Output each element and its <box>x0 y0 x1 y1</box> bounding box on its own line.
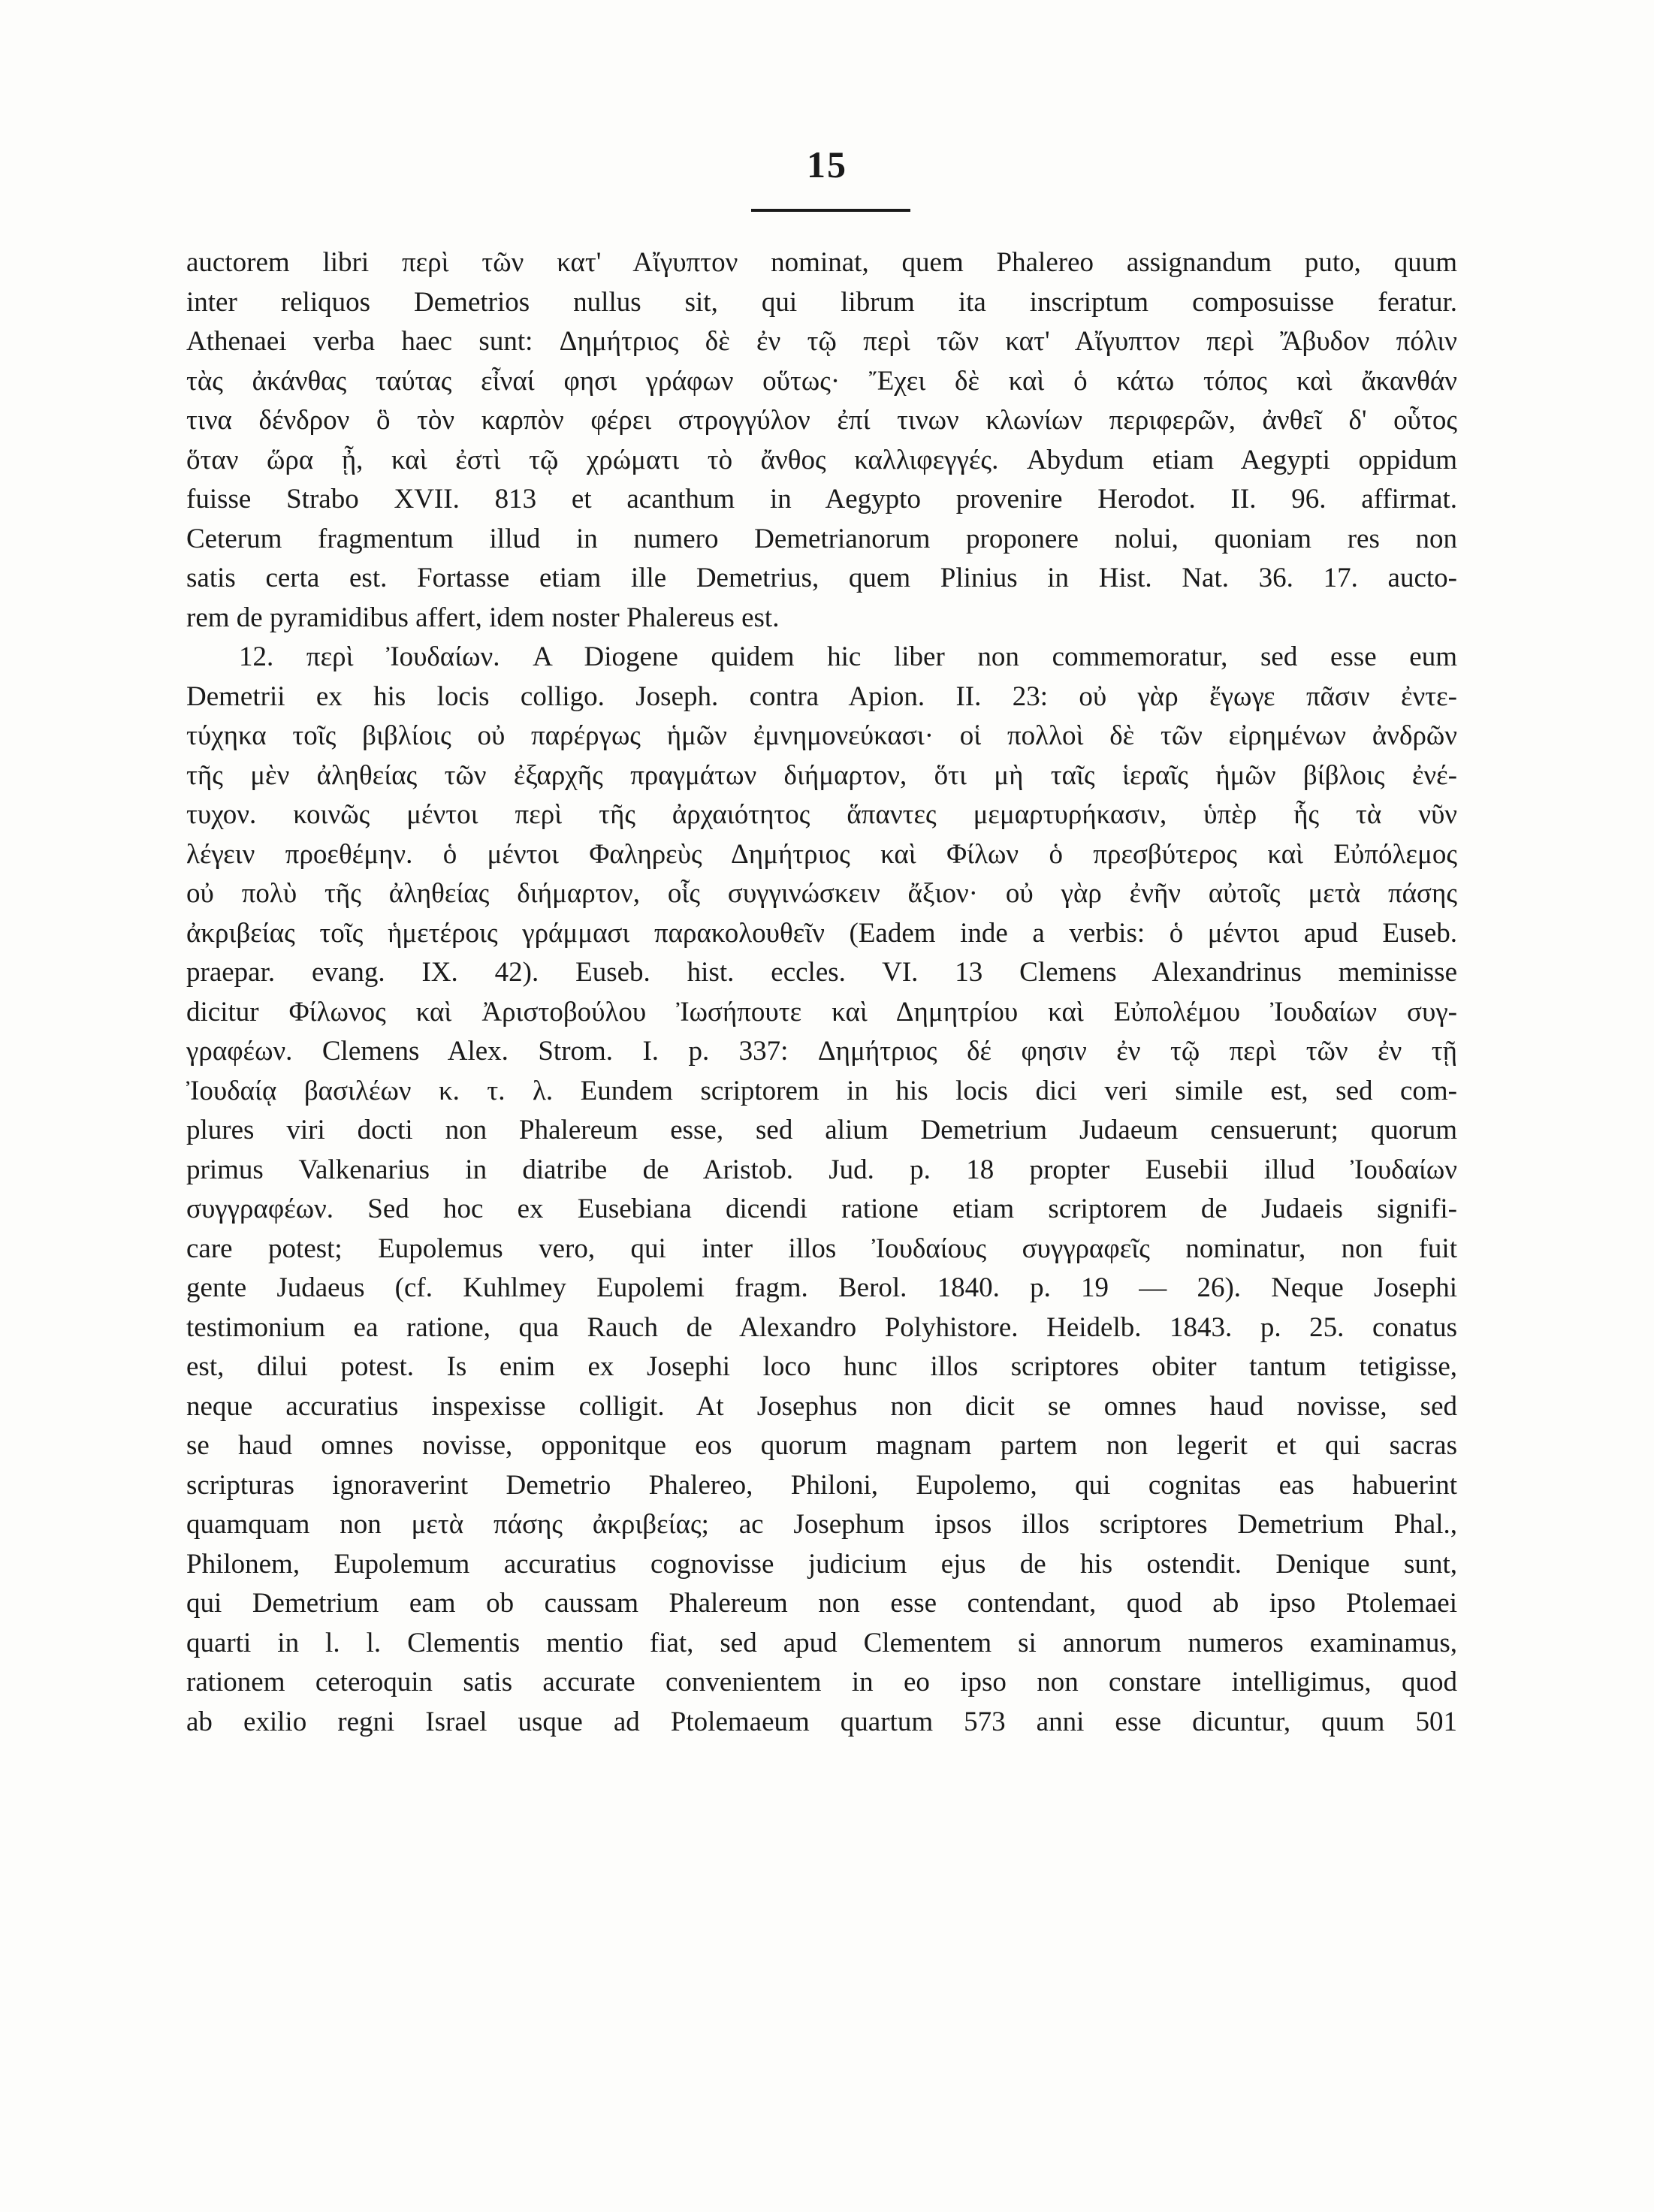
page-number: 15 <box>807 143 847 186</box>
text-line: praepar. evang. IX. 42). Euseb. hist. eccles. VI. 13 Clemens Alexandrinus meminisse <box>186 957 1457 988</box>
text-line: rationem ceteroquin satis accurate convenientem in eo ipso non constare intelligimus, quod <box>186 1667 1457 1697</box>
text-line: fuisse Strabo XVII. 813 et acanthum in Aegypto provenire Herodot. II. 96. affirmat. <box>186 484 1457 515</box>
text-line: scripturas ignoraverint Demetrio Phalereo, Philoni, Eupolemo, qui cognitas eas habuerint <box>186 1469 1457 1501</box>
text-line: τινα δένδρον ὃ τὸν καρπὸν φέρει στρογγύλον ἐπί τινων κλωνίων περιφερῶν, ἀνθεῖ δ' οὗτος <box>186 405 1457 436</box>
text-line: Ceterum fragmentum illud in numero Demetrianorum proponere nolui, quoniam res non <box>186 523 1457 554</box>
text-line: 12. περὶ Ἰουδαίων. A Diogene quidem hic liber non commemoratur, sed esse eum <box>239 641 1457 672</box>
text-line: neque accuratius inspexisse colligit. At Josephus non dicit se omnes haud novisse, sed <box>186 1390 1457 1422</box>
text-line: τυχον. κοινῶς μέντοι περὶ τῆς ἀρχαιότητος ἅπαντες μεμαρτυρήκασιν, ὑπὲρ ἧς τὰ νῦν <box>186 799 1457 830</box>
text-line: λέγειν προεθέμην. ὁ μέντοι Φαληρεὺς Δημήτριος καὶ Φίλων ὁ πρεσβύτερος καὶ Εὐπόλεμος <box>186 838 1457 870</box>
text-line: ab exilio regni Israel usque ad Ptolemaeum quartum 573 anni esse dicuntur, quum 501 <box>186 1706 1457 1737</box>
page-number-container <box>0 143 1654 186</box>
text-line: se haud omnes novisse, opponitque eos quorum magnam partem non legerit et qui sacras <box>186 1430 1457 1461</box>
text-line: quarti in l. l. Clementis mentio fiat, sed apud Clementem si annorum numeros examinamus, <box>186 1627 1457 1658</box>
text-line: inter reliquos Demetrios nullus sit, qui librum ita inscriptum composuisse feratur. <box>186 286 1457 318</box>
text-line: Athenaei verba haec sunt: Δημήτριος δὲ ἐν τῷ περὶ τῶν κατ' Αἴγυπτον περὶ Ἄβυδον πόλιν <box>186 326 1457 357</box>
text-line: satis certa est. Fortasse etiam ille Demetrius, quem Plinius in Hist. Nat. 36. 17. aucto- <box>186 563 1457 593</box>
text-line: testimonium ea ratione, qua Rauch de Alexandro Polyhistore. Heidelb. 1843. p. 25. conatus <box>186 1311 1457 1343</box>
text-line: γραφέων. Clemens Alex. Strom. I. p. 337: Δημήτριος δέ φησιν ἐν τῷ περὶ τῶν ἐν τῇ <box>186 1036 1457 1067</box>
text-line: primus Valkenarius in diatribe de Aristob. Jud. p. 18 propter Eusebii illud Ἰουδαίων <box>186 1154 1457 1185</box>
text-line: dicitur Φίλωνος καὶ Ἀριστοβούλου Ἰωσήπουτε καὶ Δημητρίου καὶ Εὐπολέμου Ἰουδαίων συγ- <box>186 996 1457 1028</box>
body-text <box>186 243 1457 1742</box>
text-line: τύχηκα τοῖς βιβλίοις οὐ παρέργως ἡμῶν ἐμνημονεύκασι· οἱ πολλοὶ δὲ τῶν εἰρημένων ἀνδρῶν <box>186 720 1457 751</box>
text-line: ὅταν ὥρα ᾖ, καὶ ἐστὶ τῷ χρώματι τὸ ἄνθος καλλιφεγγές. Abydum etiam Aegypti oppidum <box>186 444 1457 475</box>
text-line: rem de pyramidibus affert, idem noster Phalereus est. <box>186 602 780 633</box>
text-line: τὰς ἀκάνθας ταύτας εἶναί φησι γράφων οὕτως· Ἔχει δὲ καὶ ὁ κάτω τόπος καὶ ἄκανθάν <box>186 365 1457 397</box>
page-number-rule <box>751 209 910 212</box>
text-line: Ἰουδαίᾳ βασιλέων κ. τ. λ. Eundem scriptorem in his locis dici veri simile est, sed com- <box>186 1075 1457 1106</box>
text-line: care potest; Eupolemus vero, qui inter illos Ἰουδαίους συγγραφεῖς nominatur, non fuit <box>186 1233 1457 1264</box>
text-line: οὐ πολὺ τῆς ἀληθείας διήμαρτον, οἷς συγγινώσκειν ἄξιον· οὐ γὰρ ἐνῆν αὐτοῖς μετὰ πάσης <box>186 878 1457 909</box>
text-line: Philonem, Eupolemum accuratius cognovisse judicium ejus de his ostendit. Denique sunt, <box>186 1548 1457 1580</box>
text-line: plures viri docti non Phalereum esse, sed alium Demetrium Judaeum censuerunt; quorum <box>186 1115 1457 1145</box>
text-line: Demetrii ex his locis colligo. Joseph. contra Apion. II. 23: οὐ γὰρ ἔγωγε πᾶσιν ἐντε- <box>186 680 1457 712</box>
text-line: ἀκριβείας τοῖς ἡμετέροις γράμμασι παρακολουθεῖν (Eadem inde a verbis: ὁ μέντοι apud Euseb. <box>186 917 1457 949</box>
text-line: τῆς μὲν ἀληθείας τῶν ἐξαρχῆς πραγμάτων διήμαρτον, ὅτι μὴ ταῖς ἱεραῖς ἡμῶν βίβλοις ἐνέ- <box>186 759 1457 791</box>
text-line: gente Judaeus (cf. Kuhlmey Eupolemi fragm. Berol. 1840. p. 19 — 26). Neque Josephi <box>186 1272 1457 1303</box>
text-line: συγγραφέων. Sed hoc ex Eusebiana dicendi ratione etiam scriptorem de Judaeis signifi- <box>186 1194 1457 1224</box>
text-line: auctorem libri περὶ τῶν κατ' Αἴγυπτον nominat, quem Phalereo assignandum puto, quum <box>186 247 1457 278</box>
text-line: quamquam non μετὰ πάσης ἀκριβείας; ac Josephum ipsos illos scriptores Demetrium Phal., <box>186 1509 1457 1540</box>
text-line: qui Demetrium eam ob caussam Phalereum non esse contendant, quod ab ipso Ptolemaei <box>186 1588 1457 1619</box>
text-line: est, dilui potest. Is enim ex Josephi loco hunc illos scriptores obiter tantum tetigisse, <box>186 1351 1457 1382</box>
